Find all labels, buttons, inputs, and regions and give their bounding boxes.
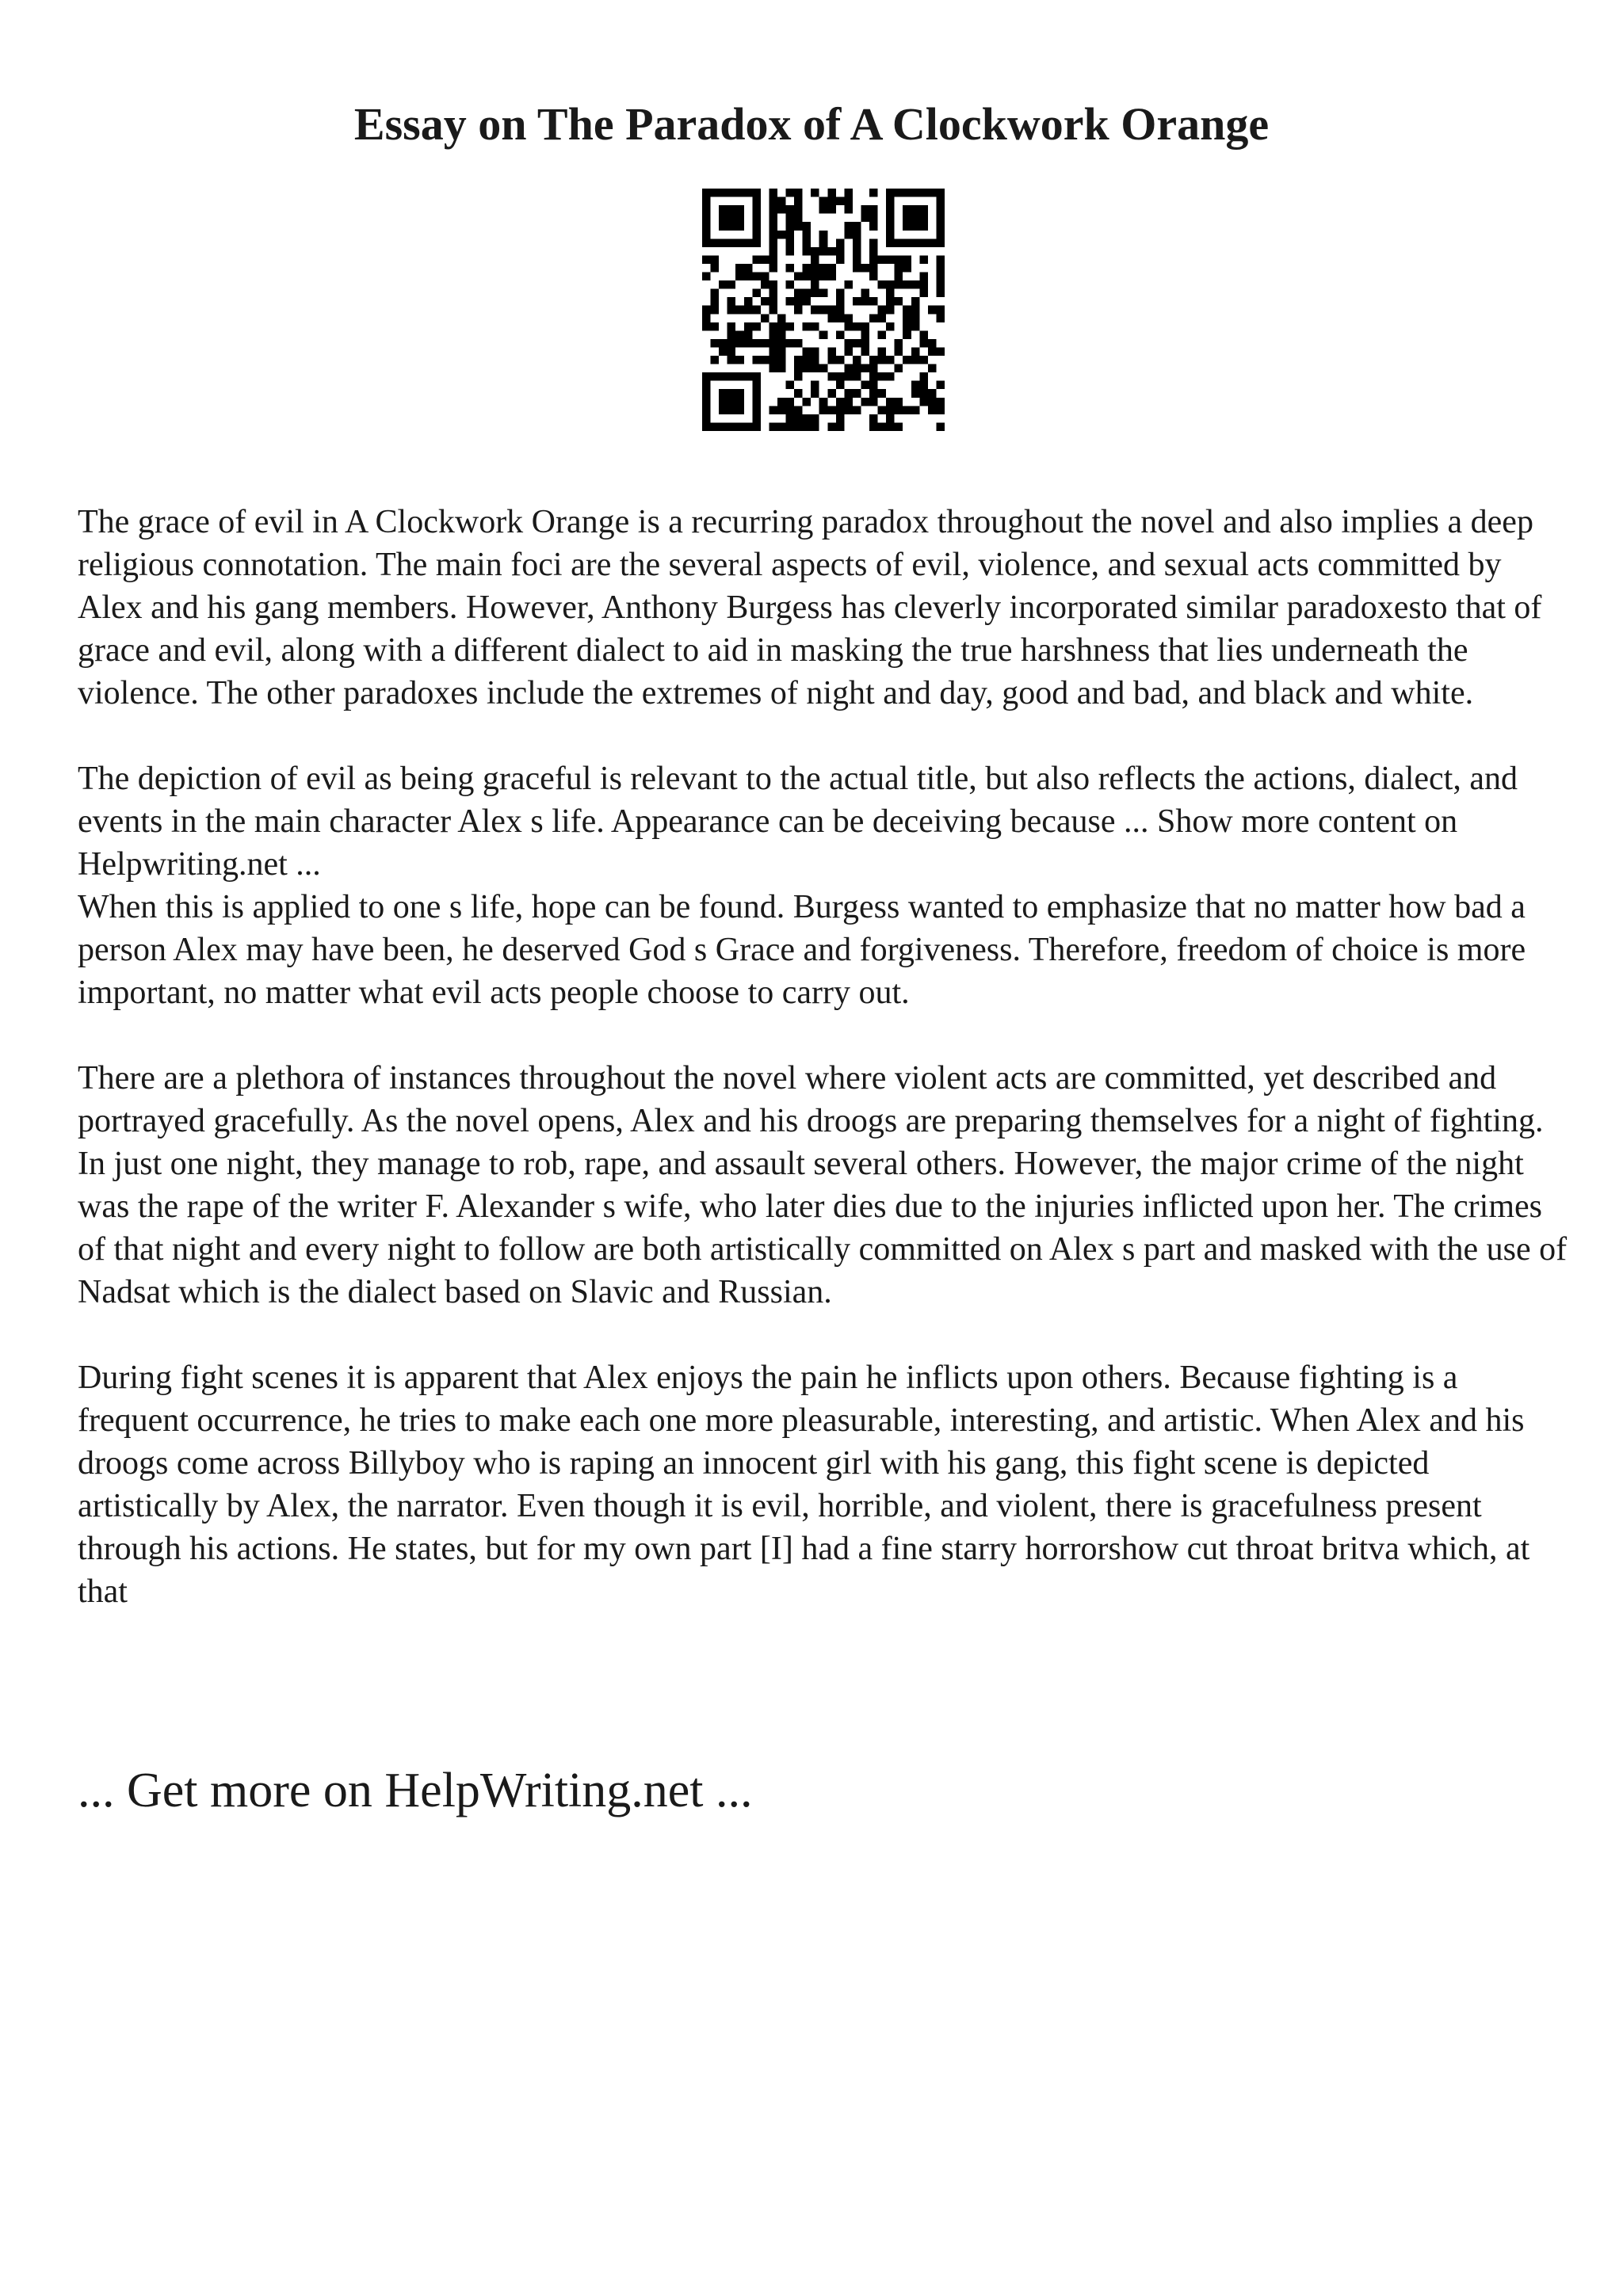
essay-paragraph-4: There are a plethora of instances throughout the novel where violent acts are committed, yet described and portrayed gracefully. As the novel opens, Alex and his droogs are preparing themselves for a night of fighting. In just one night, they manage to rob, rape, and assault several others. However, the major crime of the night was the rape of the writer F. Alexander s wife, who later dies due to the injuries inflicted upon her. The crimes of that night and every night to follow are both artistically committed on Alex s part and masked with the use of Nadsat which is the dialect based on Slavic and Russian. — [78, 1060, 1568, 1310]
essay-body — [78, 501, 1568, 1613]
essay-paragraph-3: When this is applied to one s life, hope can be found. Burgess wanted to emphasize that no matter how bad a person Alex may have been, he deserved God s Grace and forgiveness. Therefore, freedom of choice is more important, no matter what evil acts people choose to carry out. — [78, 889, 1526, 1011]
essay-paragraph-1: The grace of evil in A Clockwork Orange is a recurring paradox throughout the novel and also implies a deep religious connotation. The main foci are the several aspects of evil, violence, and sexual acts committed by Alex and his gang members. However, Anthony Burgess has cleverly incorporated similar paradoxesto that of grace and evil, along with a different dialect to aid in masking the true harshness that lies underneath the violence. The other paradoxes include the extremes of night and day, good and bad, and black and white. — [78, 504, 1542, 711]
get-more-link[interactable]: ... Get more on HelpWriting.net ... — [78, 1764, 753, 1817]
essay-paragraph-5: During fight scenes it is apparent that Alex enjoys the pain he inflicts upon others. Because fighting is a frequent occurrence, he tries to make each one more pleasurable, interesting, and artistic. When Alex and his droogs come across Billyboy who is raping an innocent girl with his gang, this fight scene is depicted artistically by Alex, the narrator. Even though it is evil, horrible, and violent, there is gracefulness present through his actions. He states, but for my own part [I] had a fine starry horrorshow cut throat britva which, at that — [78, 1360, 1530, 1610]
qr-code-icon — [702, 189, 945, 431]
essay-paragraph-2: The depiction of evil as being graceful is relevant to the actual title, but also reflects the actions, dialect, and events in the main character Alex s life. Appearance can be deceiving because ... Show more content on Helpwriting.net ... — [78, 761, 1518, 883]
page-title: Essay on The Paradox of A Clockwork Orange — [353, 98, 1270, 150]
